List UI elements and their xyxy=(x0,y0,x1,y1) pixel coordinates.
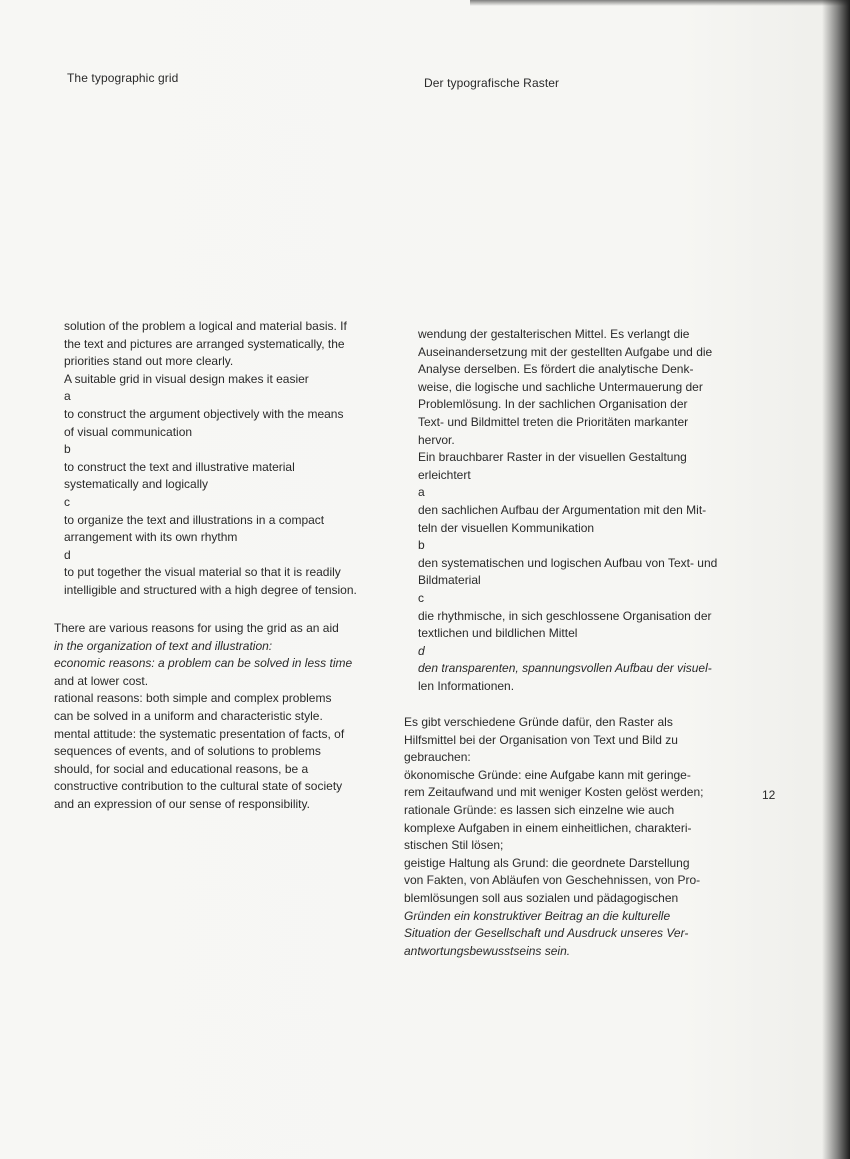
text-line: can be solved in a uniform and characteristic style. xyxy=(54,708,323,723)
text-line: Auseinandersetzung mit der gestellten Aufgabe und die xyxy=(418,344,713,359)
text-line: sequences of events, and of solutions to problems xyxy=(54,744,321,759)
page-number: 12 xyxy=(762,788,776,802)
text-line: in the organization of text and illustration: xyxy=(54,638,273,653)
text-line: len Informationen. xyxy=(418,678,515,693)
list-marker: d xyxy=(418,643,425,658)
list-marker: a xyxy=(64,389,71,404)
text-line: geistige Haltung als Grund: die geordnete Darstellung xyxy=(404,855,690,870)
text-line: should, for social and educational reasons, be a xyxy=(54,761,309,776)
text-line: erleichtert xyxy=(418,467,471,482)
text-line: Gründen ein konstruktiver Beitrag an die kulturelle xyxy=(404,908,671,923)
text-line: den transparenten, spannungsvollen Aufbau der visuel- xyxy=(418,661,712,676)
text-line: Es gibt verschiedene Gründe dafür, den Raster als xyxy=(404,715,673,729)
text-line: to construct the argument objectively with the means xyxy=(64,406,344,421)
text-line: Ein brauchbarer Raster in der visuellen Gestaltung xyxy=(418,450,687,465)
text-line: komplexe Aufgaben in einem einheitlichen, charakteri- xyxy=(404,820,692,835)
text-line: Problemlösung. In der sachlichen Organisation der xyxy=(418,397,688,412)
list-marker: a xyxy=(418,485,425,500)
german-text-block-1 xyxy=(418,326,717,695)
running-header-german: Der typografische Raster xyxy=(424,76,560,90)
text-line: blemlösungen soll aus sozialen und pädagogischen xyxy=(404,890,679,905)
text-line: Bildmaterial xyxy=(418,573,481,588)
text-line: rational reasons: both simple and complex problems xyxy=(54,691,332,706)
text-line: textlichen und bildlichen Mittel xyxy=(418,626,578,641)
text-line: den sachlichen Aufbau der Argumentation mit den Mit- xyxy=(418,502,707,517)
text-line: of visual communication xyxy=(64,424,193,439)
text-line: and at lower cost. xyxy=(54,673,149,688)
text-line: wendung der gestalterischen Mittel. Es verlangt die xyxy=(418,327,690,341)
list-marker: c xyxy=(418,590,424,605)
text-line: priorities stand out more clearly. xyxy=(64,354,234,369)
list-marker: b xyxy=(418,538,425,553)
running-header-english: The typographic grid xyxy=(67,71,179,85)
top-edge-shadow xyxy=(470,0,850,6)
text-line: to construct the text and illustrative material xyxy=(64,459,295,474)
text-line: There are various reasons for using the grid as an aid xyxy=(54,621,339,635)
english-text-block-2 xyxy=(54,620,352,814)
text-line: teln der visuellen Kommunikation xyxy=(418,520,595,535)
text-line: the text and pictures are arranged systematically, the xyxy=(64,336,345,351)
list-marker: d xyxy=(64,547,71,562)
text-line: systematically and logically xyxy=(64,477,209,492)
text-line: Situation der Gesellschaft und Ausdruck unseres Ver- xyxy=(404,926,689,941)
text-line: Hilfsmittel bei der Organisation von Text und Bild zu xyxy=(404,732,678,747)
german-text-block-2 xyxy=(404,714,704,960)
text-line: ökonomische Gründe: eine Aufgabe kann mit geringe- xyxy=(404,767,691,782)
text-line: Analyse derselben. Es fördert die analytische Denk- xyxy=(418,362,694,377)
text-line: hervor. xyxy=(418,432,455,447)
text-line: die rhythmische, in sich geschlossene Organisation der xyxy=(418,608,712,623)
text-line: weise, die logische und sachliche Untermauerung der xyxy=(418,379,703,394)
text-line: Text- und Bildmittel treten die Prioritäten markanter xyxy=(418,414,689,429)
text-line: stischen Stil lösen; xyxy=(404,838,504,853)
text-line: to organize the text and illustrations in a compact xyxy=(64,512,325,527)
text-line: arrangement with its own rhythm xyxy=(64,530,238,545)
text-line: economic reasons: a problem can be solved in less time xyxy=(54,656,353,671)
english-text-block-1 xyxy=(64,318,357,600)
text-line: antwortungsbewusstseins sein. xyxy=(404,943,571,958)
text-line: von Fakten, von Abläufen von Geschehnissen, von Pro- xyxy=(404,873,701,888)
text-line: to put together the visual material so that it is readily xyxy=(64,565,341,580)
text-line: gebrauchen: xyxy=(404,750,471,765)
list-marker: c xyxy=(64,494,70,509)
text-line: rem Zeitaufwand und mit weniger Kosten gelöst werden; xyxy=(404,785,704,800)
text-line: A suitable grid in visual design makes it easier xyxy=(64,371,309,386)
text-line: solution of the problem a logical and material basis. If xyxy=(64,319,347,333)
text-line: den systematischen und logischen Aufbau von Text- und xyxy=(418,555,718,570)
text-line: intelligible and structured with a high degree of tension. xyxy=(64,582,357,597)
text-line: rationale Gründe: es lassen sich einzelne wie auch xyxy=(404,802,675,817)
text-line: constructive contribution to the cultural state of society xyxy=(54,779,343,794)
binding-edge-shadow xyxy=(822,0,850,1159)
text-line: and an expression of our sense of responsibility. xyxy=(54,796,310,811)
list-marker: b xyxy=(64,442,71,457)
text-line: mental attitude: the systematic presentation of facts, of xyxy=(54,726,345,741)
